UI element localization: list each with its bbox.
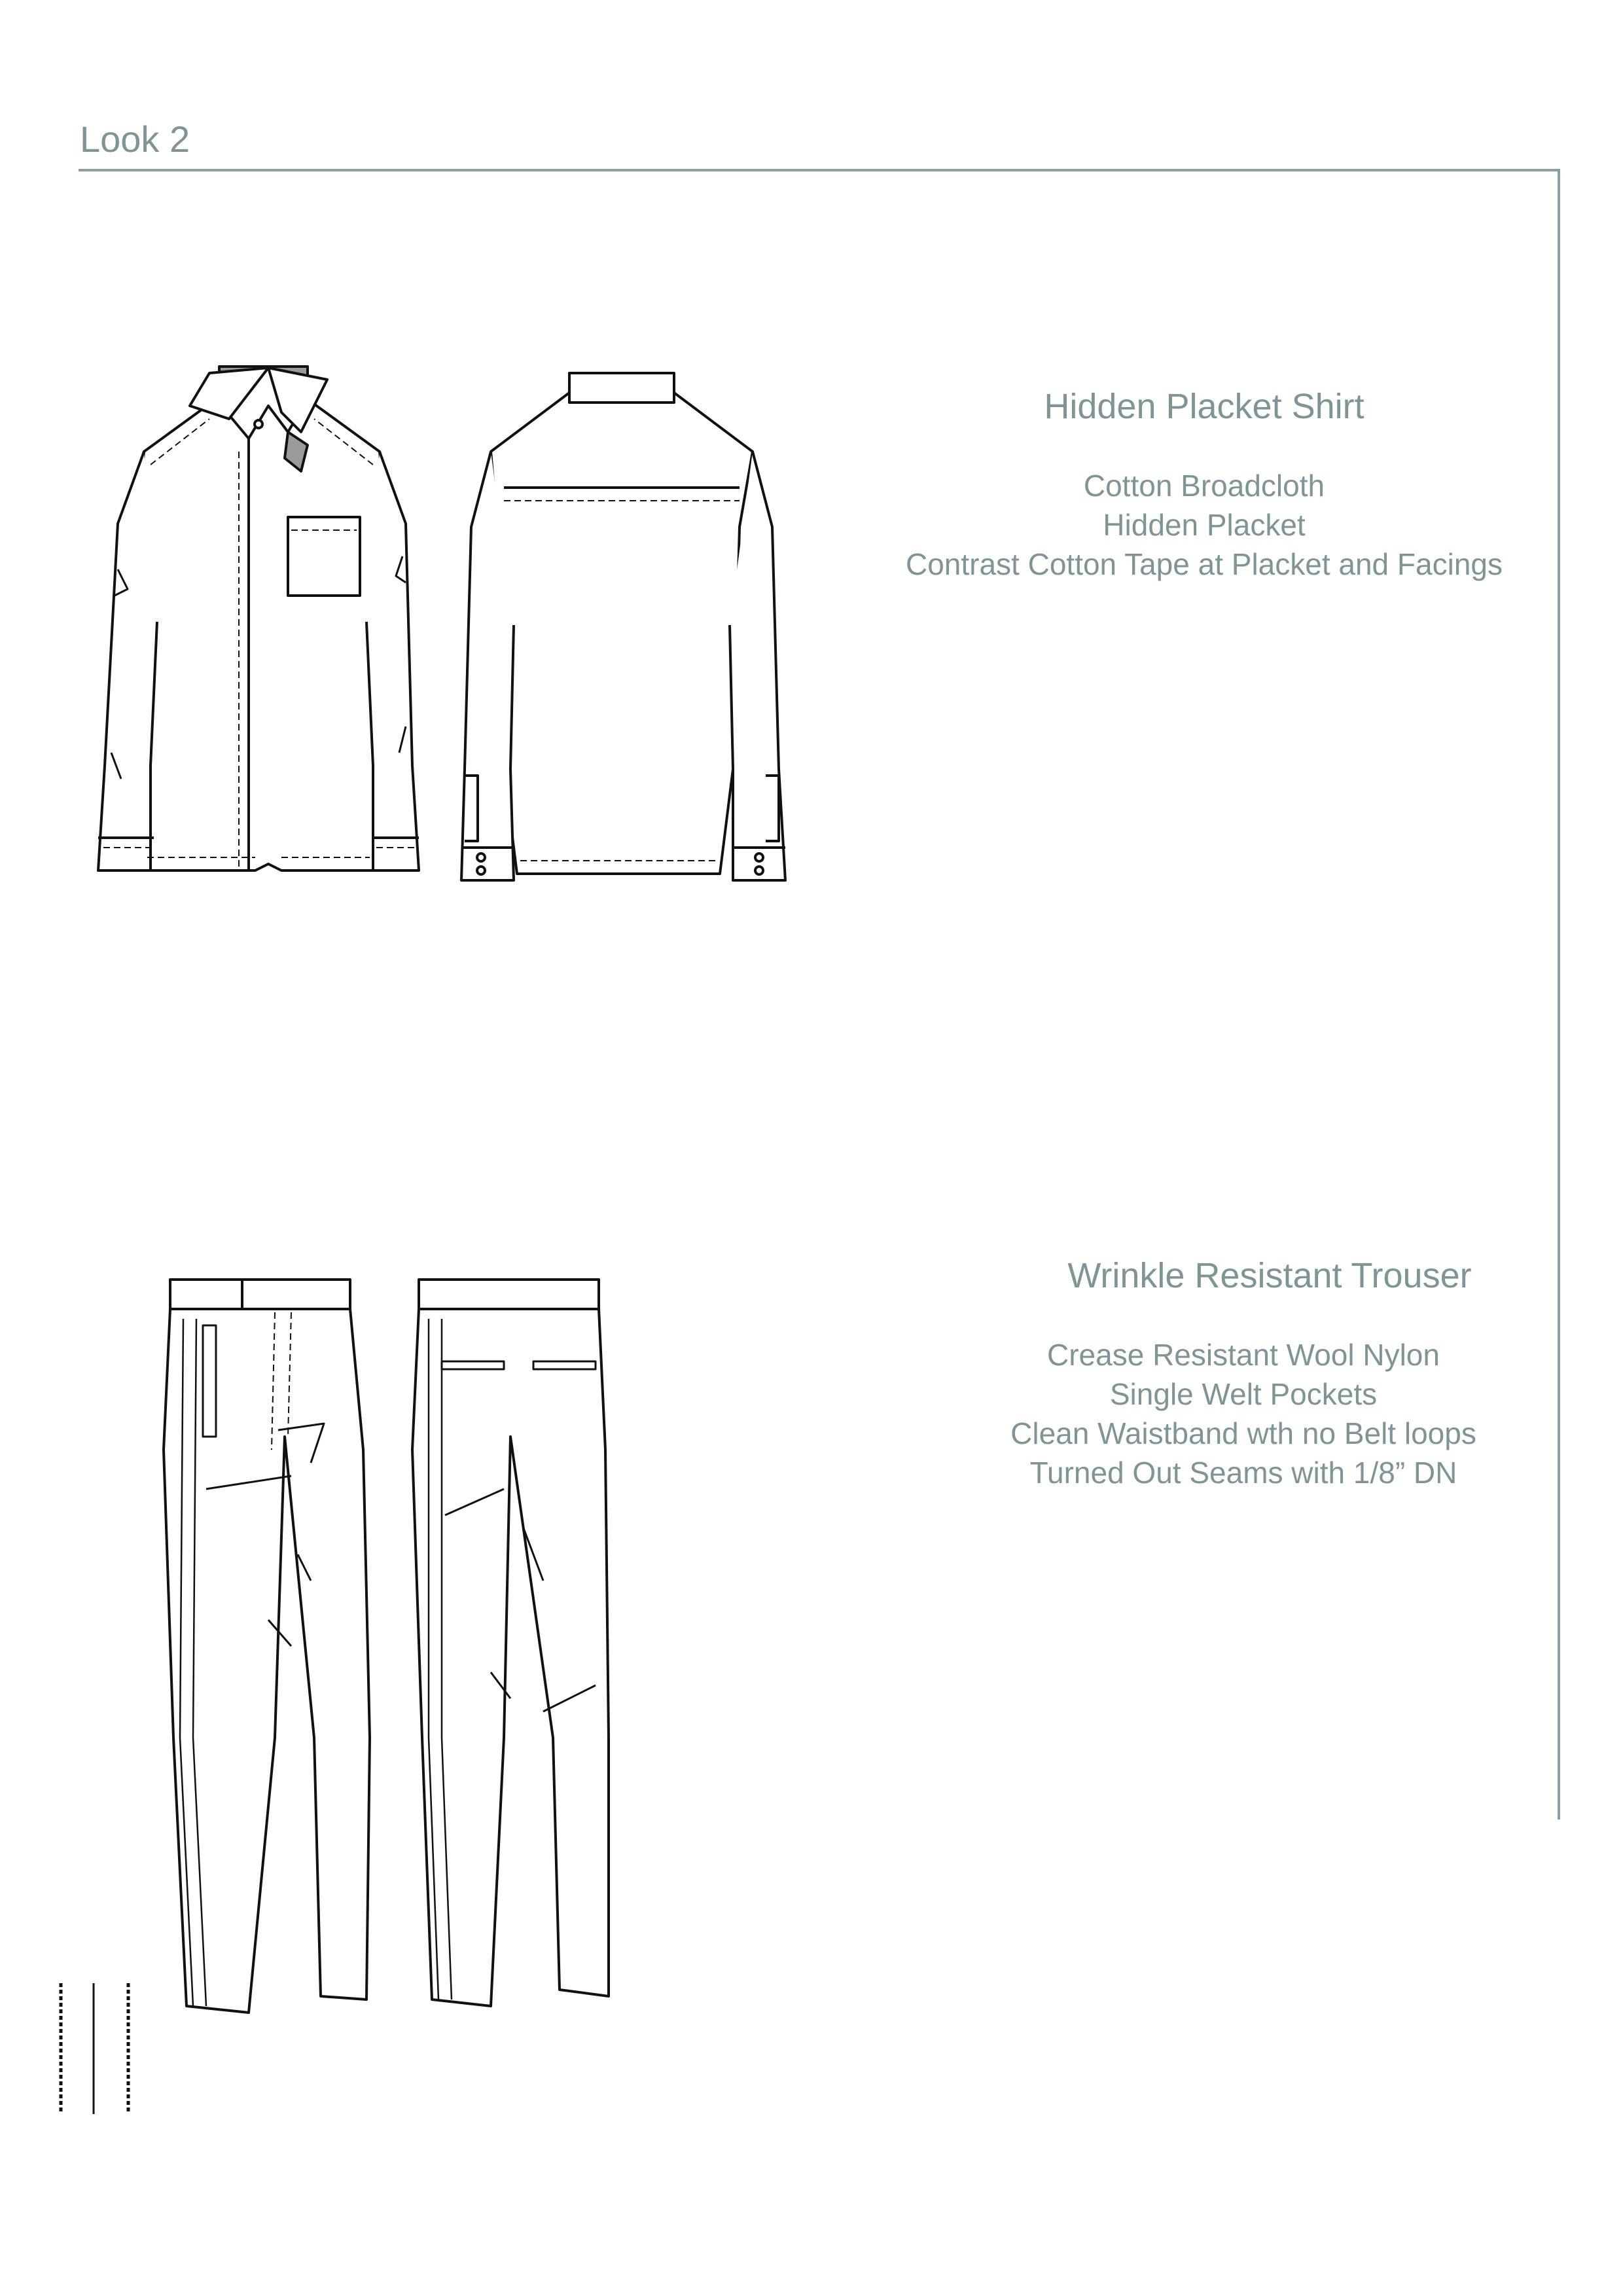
frame-top-rule [79,169,1559,171]
trouser-back-flat-sketch [412,1280,622,2026]
trouser-detail-waistband: Clean Waistband wth no Belt loops [1010,1416,1476,1450]
frame-right-rule [1558,169,1560,1820]
trouser-detail-fabric: Crease Resistant Wool Nylon [1047,1338,1440,1372]
trouser-front-flat-sketch [160,1280,370,2026]
shirt-detail-tape: Contrast Cotton Tape at Placket and Facings [905,547,1503,581]
shirt-front-flat-sketch [92,360,432,884]
page-title: Look 2 [80,118,190,160]
shirt-back-flat-sketch [452,363,792,887]
shirt-detail-placket: Hidden Placket [1103,508,1306,542]
shirt-spec-block [890,386,1518,584]
trouser-spec-block [929,1255,1558,1492]
shirt-detail-fabric: Cotton Broadcloth [1083,469,1325,503]
trouser-detail-pockets: Single Welt Pockets [1109,1377,1378,1411]
shirt-title: Hidden Placket Shirt [1044,387,1364,426]
trouser-detail-seams: Turned Out Seams with 1/8” DN [1029,1456,1457,1490]
seam-detail-swatch [58,1983,133,2114]
trouser-title: Wrinkle Resistant Trouser [1067,1256,1472,1295]
